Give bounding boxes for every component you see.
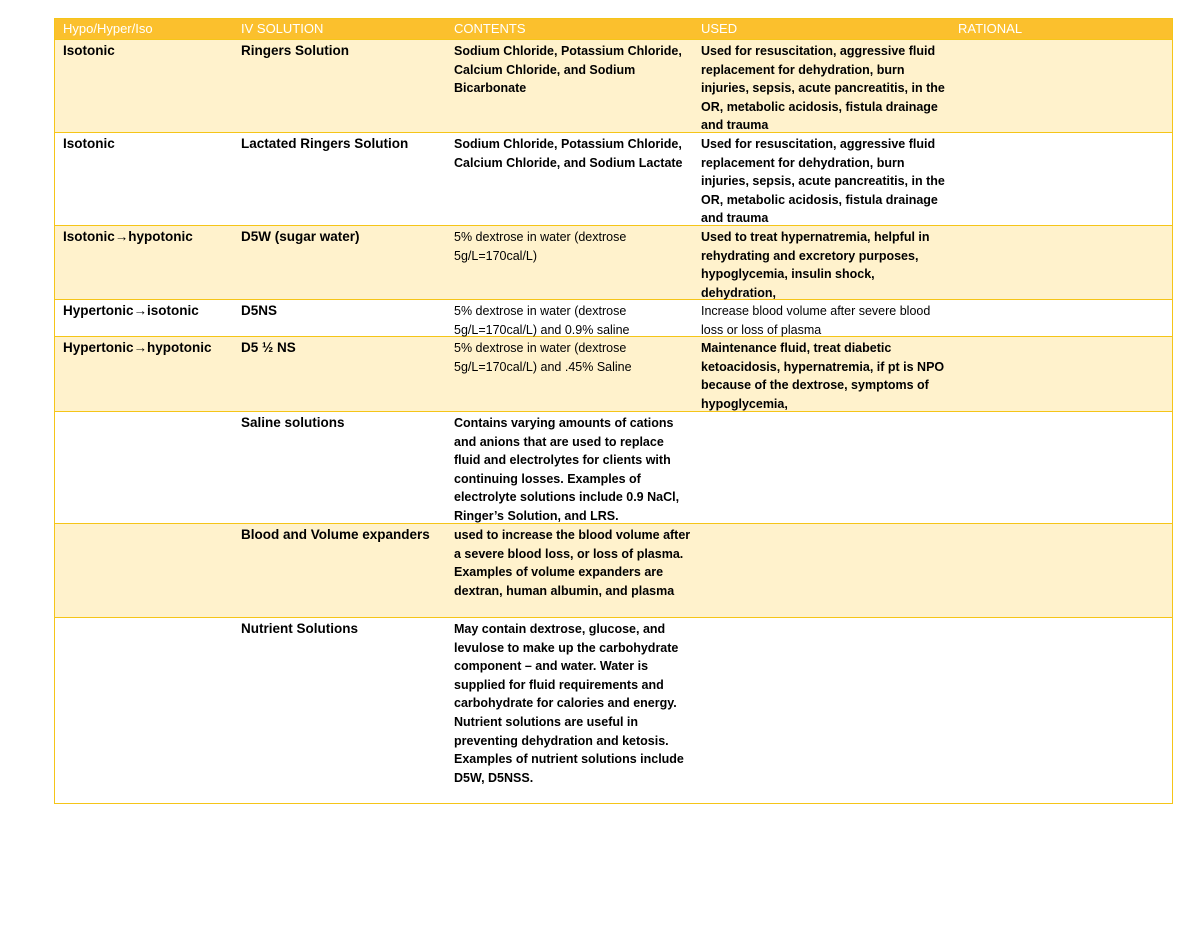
cell-used: Used for resuscitation, aggressive fluid replacement for dehydration, burn injuries, sepsis, acute pancreatitis, in the OR, metabolic acidosis, fistula drainage and trauma [701, 44, 945, 133]
cell-type: Isotonic→hypotonic [63, 229, 193, 244]
cell-type: Hypertonic→hypotonic [63, 340, 212, 355]
table-row [55, 225, 1172, 299]
table-row [55, 336, 1172, 411]
cell-contents: May contain dextrose, glucose, and levulose to make up the carbohydrate component – and water. Water is supplied for fluid requirements and carbohydrate for calories and energy. Nutrient solutions are useful in preventing dehydration and ketosis. Examples of nutrient solutions include D5W, D5NSS. [454, 622, 684, 785]
cell-solution: Blood and Volume expanders [241, 527, 430, 542]
cell-rational [950, 40, 1172, 132]
cell-solution: Ringers Solution [241, 43, 349, 58]
cell-contents: 5% dextrose in water (dextrose 5g/L=170cal/L) and 0.9% saline [454, 304, 630, 337]
cell-used: Maintenance fluid, treat diabetic ketoacidosis, hypernatremia, if pt is NPO because of the dextrose, symptoms of hypoglycemia, [701, 341, 945, 411]
table-row [55, 132, 1172, 225]
cell-contents: 5% dextrose in water (dextrose 5g/L=170cal/L) [454, 230, 627, 263]
cell-used [693, 524, 950, 617]
header-contents: CONTENTS [454, 21, 526, 36]
cell-type [55, 412, 233, 523]
table-row [55, 299, 1172, 336]
cell-contents: Sodium Chloride, Potassium Chloride, Calcium Chloride, and Sodium Bicarbonate [454, 44, 682, 96]
cell-type: Hypertonic→isotonic [63, 303, 199, 318]
cell-solution: D5 ½ NS [241, 340, 296, 355]
table-row [55, 411, 1172, 523]
table-header-row [55, 19, 1172, 39]
cell-used: Used for resuscitation, aggressive fluid replacement for dehydration, burn injuries, sepsis, acute pancreatitis, in the OR, metabolic acidosis, fistula drainage and trauma [701, 137, 945, 226]
cell-used [693, 618, 950, 803]
table-row [55, 39, 1172, 132]
cell-rational [950, 524, 1172, 617]
cell-used: Increase blood volume after severe blood loss or loss of plasma [701, 304, 931, 337]
cell-type [55, 524, 233, 617]
cell-rational [950, 412, 1172, 523]
header-rational: RATIONAL [958, 21, 1023, 36]
cell-contents: used to increase the blood volume after a severe blood loss, or loss of plasma. Examples of volume expanders are dextran, human albumin, and plasma [454, 528, 691, 598]
cell-solution: Lactated Ringers Solution [241, 136, 409, 151]
cell-used: Used to treat hypernatremia, helpful in rehydrating and excretory purposes, hypoglycemia, insulin shock, dehydration, [701, 230, 930, 300]
header-used: USED [701, 21, 738, 36]
table-row [55, 617, 1172, 803]
cell-type: Isotonic [63, 136, 115, 151]
header-iv-solution: IV SOLUTION [241, 21, 324, 36]
cell-contents: Sodium Chloride, Potassium Chloride, Calcium Chloride, and Sodium Lactate [454, 137, 683, 170]
cell-rational [950, 337, 1172, 411]
cell-solution: Saline solutions [241, 415, 345, 430]
cell-solution: D5NS [241, 303, 278, 318]
header-type: Hypo/Hyper/Iso [63, 21, 153, 36]
cell-rational [950, 133, 1172, 225]
cell-used [693, 412, 950, 523]
cell-rational [950, 226, 1172, 299]
cell-type: Isotonic [63, 43, 115, 58]
cell-contents: 5% dextrose in water (dextrose 5g/L=170cal/L) and .45% Saline [454, 341, 632, 374]
cell-rational [950, 618, 1172, 803]
cell-solution: D5W (sugar water) [241, 229, 360, 244]
iv-solutions-table [54, 18, 1173, 804]
cell-type [55, 618, 233, 803]
cell-contents: Contains varying amounts of cations and anions that are used to replace fluid and electrolytes for clients with continuing losses. Examples of electrolyte solutions include 0.9 NaCl, Ringer’s Solution, and LRS. [454, 416, 680, 523]
table-row [55, 523, 1172, 617]
cell-solution: Nutrient Solutions [241, 621, 358, 636]
cell-rational [950, 300, 1172, 336]
